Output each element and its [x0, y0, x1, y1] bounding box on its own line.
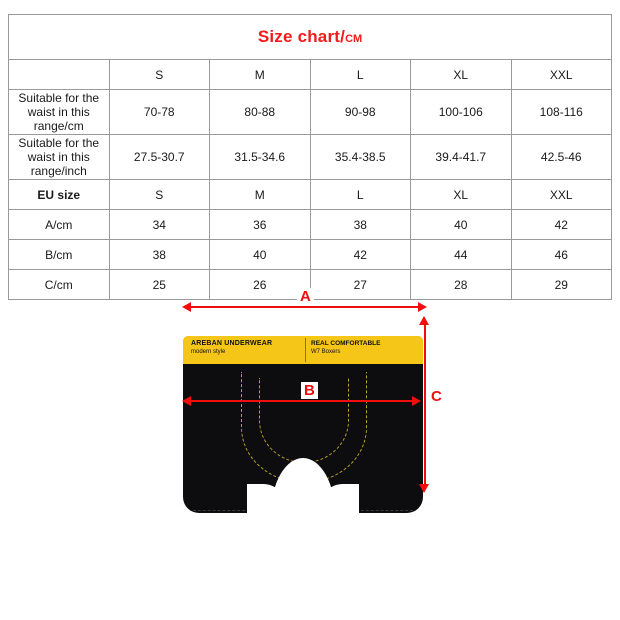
measurement-b-line: [190, 400, 412, 402]
waistband-divider: [305, 338, 306, 362]
table-row-waist-inch: [9, 135, 612, 180]
size-chart-container: [8, 14, 612, 300]
measurement-a-label: A: [297, 288, 314, 305]
row-label-c-cm: C/cm: [9, 270, 110, 300]
size-header-s: S: [109, 60, 210, 90]
size-header-xxl: XXL: [511, 60, 612, 90]
a-cm-s: 34: [109, 210, 210, 240]
size-header-xl: XL: [411, 60, 512, 90]
waist-cm-l: 90-98: [310, 90, 411, 135]
a-cm-xxl: 42: [511, 210, 612, 240]
a-cm-l: 38: [310, 210, 411, 240]
measurement-a-line: [190, 306, 418, 308]
table-row-eu-size: [9, 180, 612, 210]
waist-inch-xl: 39.4-41.7: [411, 135, 512, 180]
measurement-a-arrow-right-icon: [418, 302, 427, 312]
table-row-waist-cm: [9, 90, 612, 135]
waist-inch-xxl: 42.5-46: [511, 135, 612, 180]
eu-size-s: S: [109, 180, 210, 210]
waist-inch-m: 31.5-34.6: [210, 135, 311, 180]
row-label-waist-cm: Suitable for the waist in this range/cm: [9, 90, 110, 135]
b-cm-s: 38: [109, 240, 210, 270]
b-cm-m: 40: [210, 240, 311, 270]
a-cm-m: 36: [210, 210, 311, 240]
left-leg-hem-stitch-icon: [193, 500, 245, 511]
chart-title-cell: [9, 15, 612, 60]
waistband: [183, 336, 423, 364]
a-cm-xl: 40: [411, 210, 512, 240]
waist-cm-xxl: 108-116: [511, 90, 612, 135]
measurement-c-arrow-down-icon: [419, 484, 429, 493]
c-cm-s: 25: [109, 270, 210, 300]
row-label-a-cm: A/cm: [9, 210, 110, 240]
waist-cm-m: 80-88: [210, 90, 311, 135]
eu-size-xxl: XXL: [511, 180, 612, 210]
waist-inch-l: 35.4-38.5: [310, 135, 411, 180]
row-label-waist-inch: Suitable for the waist in this range/inch: [9, 135, 110, 180]
eu-size-xl: XL: [411, 180, 512, 210]
b-cm-xxl: 46: [511, 240, 612, 270]
page-title-unit: CM: [345, 33, 363, 45]
waistband-right-line2: W7 Boxers: [311, 349, 341, 355]
b-cm-xl: 44: [411, 240, 512, 270]
size-chart-table: [8, 14, 612, 300]
measurement-c-arrow-up-icon: [419, 316, 429, 325]
measurement-c-label: C: [428, 388, 445, 405]
measurement-c-line: [424, 324, 426, 486]
b-cm-l: 42: [310, 240, 411, 270]
waistband-brand-line1: AREBAN UNDERWEAR: [191, 340, 273, 347]
eu-size-l: L: [310, 180, 411, 210]
waistband-brand-text: [191, 339, 272, 357]
size-header-l: L: [310, 60, 411, 90]
eu-size-m: M: [210, 180, 311, 210]
measurement-b-label: B: [301, 382, 318, 399]
size-header-m: M: [210, 60, 311, 90]
right-leg-hem-stitch-icon: [361, 500, 413, 511]
table-row-b-cm: [9, 240, 612, 270]
waist-cm-s: 70-78: [109, 90, 210, 135]
waistband-brand-line2: modern style: [191, 349, 226, 355]
c-cm-m: 26: [210, 270, 311, 300]
c-cm-xxl: 29: [511, 270, 612, 300]
table-row-size-headers: [9, 60, 612, 90]
table-row-a-cm: [9, 210, 612, 240]
waistband-right-text: [311, 339, 380, 357]
table-row-title: [9, 15, 612, 60]
waist-inch-s: 27.5-30.7: [109, 135, 210, 180]
header-blank-cell: [9, 60, 110, 90]
boxer-briefs-illustration: [183, 308, 423, 513]
waistband-right-line1: REAL COMFORTABLE: [311, 340, 381, 347]
c-cm-xl: 28: [411, 270, 512, 300]
row-label-b-cm: B/cm: [9, 240, 110, 270]
waist-cm-xl: 100-106: [411, 90, 512, 135]
row-label-eu-size: EU size: [9, 180, 110, 210]
measurement-b-arrow-right-icon: [412, 396, 421, 406]
product-image-area: [0, 268, 620, 620]
c-cm-l: 27: [310, 270, 411, 300]
measurement-b-arrow-left-icon: [182, 396, 191, 406]
page-title: Size chart/: [257, 27, 346, 46]
measurement-a-arrow-left-icon: [182, 302, 191, 312]
